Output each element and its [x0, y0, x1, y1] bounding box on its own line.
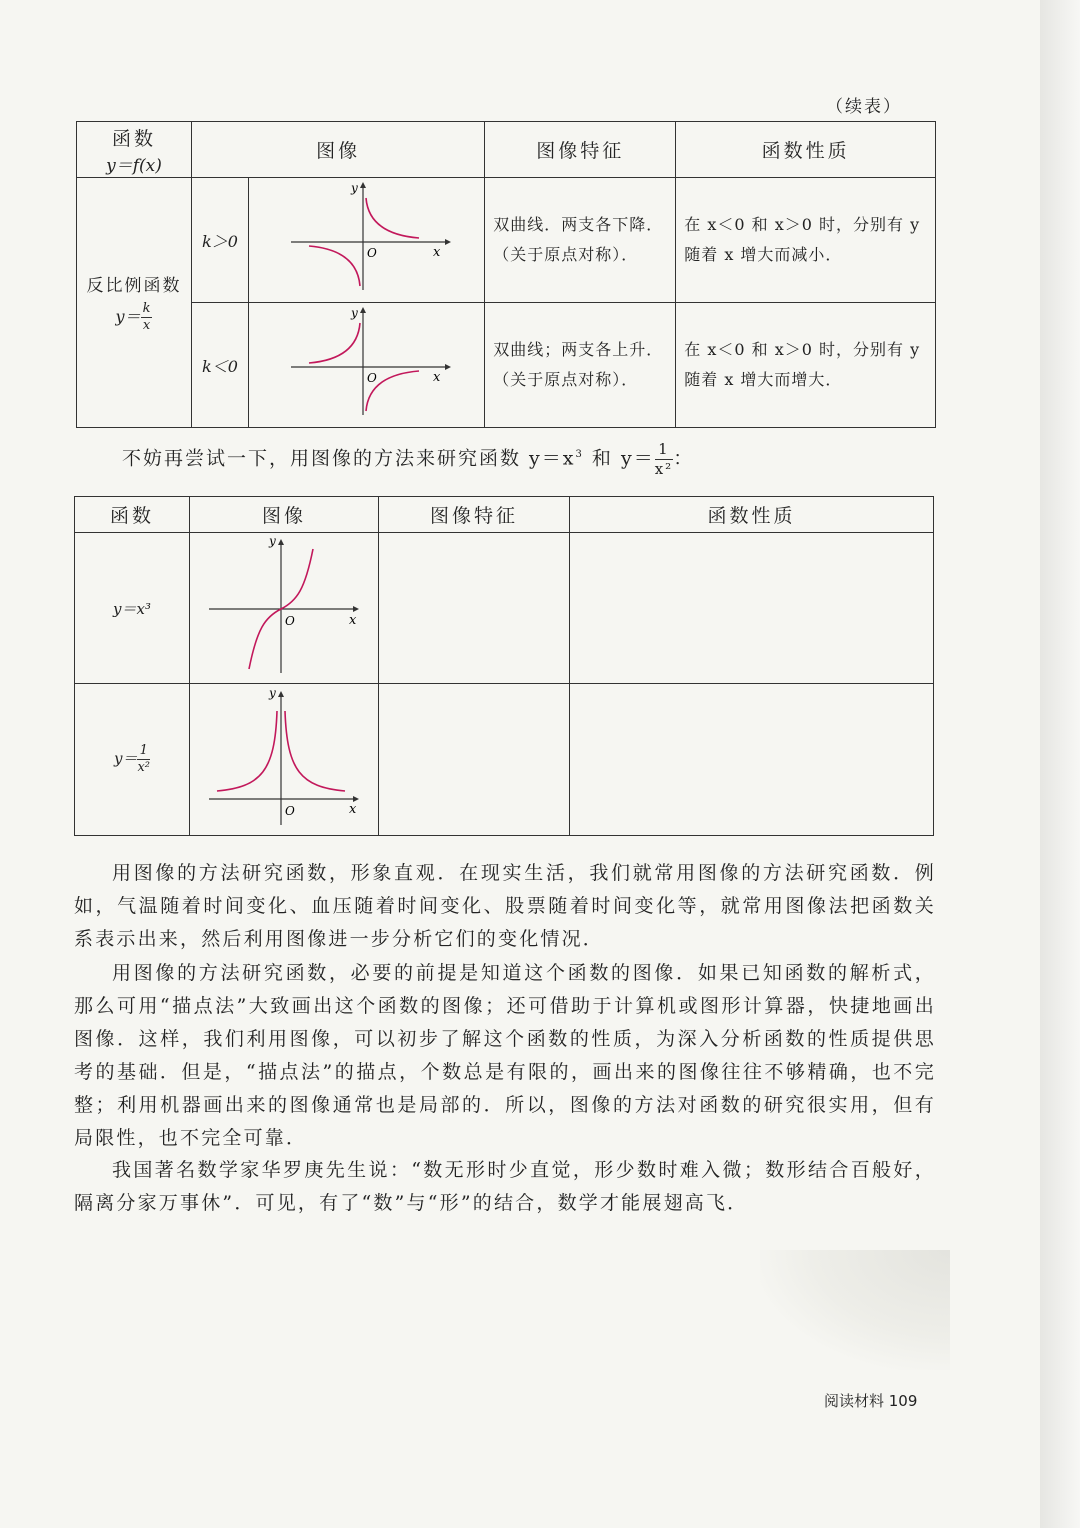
y-axis-arrow — [278, 691, 284, 697]
y-axis-label: y — [350, 181, 358, 195]
property-inverse-square-blank[interactable] — [570, 684, 934, 836]
property-line-1: 在 x＜0 和 x＞0 时，分别有 y — [684, 215, 921, 234]
formula-fraction — [137, 743, 150, 776]
curve-branch-q1 — [366, 198, 419, 238]
header-function-label: 函数 — [111, 127, 156, 150]
intro-text: 不妨再尝试一下，用图像的方法来研究函数 y＝x — [122, 447, 576, 470]
x-axis-label: x — [432, 245, 440, 260]
intro-end: ： — [673, 447, 695, 470]
feature-k-negative — [485, 303, 676, 428]
inverse-square-graph — [191, 685, 377, 831]
property-cubic-blank[interactable] — [570, 533, 934, 684]
condition-k-positive: k＞0 — [192, 178, 249, 303]
x-axis-arrow — [445, 364, 451, 370]
header-graph-features: 图像特征 — [485, 122, 676, 178]
graph-k-positive — [249, 178, 485, 303]
function-cubic: y＝x³ — [75, 533, 190, 684]
header-graph: 图像 — [190, 497, 379, 533]
formula-y: y＝ — [113, 749, 138, 768]
property-line-1: 在 x＜0 和 x＞0 时，分别有 y — [684, 340, 921, 359]
x-axis-label: x — [349, 613, 357, 628]
header-function-properties: 函数性质 — [570, 497, 934, 533]
graph-k-negative — [249, 303, 485, 428]
feature-line-1: 双曲线；两支各上升． — [493, 340, 664, 359]
cubic-graph — [191, 533, 377, 679]
condition-k-negative: k＜0 — [192, 303, 249, 428]
graph-inverse-square — [190, 684, 379, 836]
origin-label: O — [366, 246, 377, 260]
formula-y: y＝ — [115, 307, 141, 326]
intro-and: 和 y＝ — [583, 447, 655, 470]
intro-fraction-denominator: x² — [654, 460, 674, 478]
fraction-numerator: k — [142, 301, 151, 316]
paragraph-3: 我国著名数学家华罗庚先生说：“数无形时少直觉，形少数时难入微；数形结合百般好，隔离分家万事休”．可见，有了“数”与“形”的结合，数学才能展翅高飞． — [74, 1159, 936, 1214]
formula-fraction — [141, 301, 153, 334]
feature-line-2: （关于原点对称）． — [493, 370, 639, 389]
property-k-negative — [676, 303, 936, 428]
function-inverse-square — [75, 684, 190, 836]
intro-superscript: 3 — [575, 449, 584, 461]
header-graph-features: 图像特征 — [379, 497, 570, 533]
fraction-denominator: x² — [137, 760, 151, 775]
page-footer: 阅读材料 109 — [824, 1392, 918, 1410]
feature-inverse-square-blank[interactable] — [379, 684, 570, 836]
y-axis-arrow — [360, 182, 366, 188]
intro-fraction-numerator: 1 — [655, 440, 673, 460]
y-axis-arrow — [360, 307, 366, 313]
function-formula — [77, 301, 191, 334]
header-function-formula: y＝f(x) — [106, 155, 162, 176]
page-edge-shadow — [1040, 0, 1080, 1528]
inverse-proportion-table — [76, 121, 936, 428]
curve-right-branch — [285, 711, 345, 791]
x-axis-label: x — [349, 801, 357, 817]
property-line-2: 随着 x 增大而减小． — [684, 245, 843, 264]
feature-line-1: 双曲线．两支各下降． — [493, 215, 664, 234]
intro-fraction — [655, 440, 673, 479]
x-axis-arrow — [445, 239, 451, 245]
function-cell-inverse — [77, 178, 192, 428]
feature-k-positive — [485, 178, 676, 303]
intro-sentence — [122, 440, 694, 479]
origin-label: O — [285, 803, 295, 818]
fraction-denominator: x — [142, 318, 151, 333]
property-k-positive — [676, 178, 936, 303]
exercise-table — [74, 496, 934, 836]
hyperbola-increasing-graph — [253, 303, 481, 423]
continued-label: （续表） — [826, 97, 902, 117]
curve-left-branch — [217, 711, 277, 791]
page-corner-shade — [760, 1250, 950, 1370]
y-axis-label: y — [269, 685, 276, 700]
header-function-properties: 函数性质 — [676, 122, 936, 178]
function-name: 反比例函数 — [86, 276, 182, 296]
feature-cubic-blank[interactable] — [379, 533, 570, 684]
header-function: 函数 — [75, 497, 190, 533]
header-graph: 图像 — [192, 122, 485, 178]
curve-branch-q2 — [309, 323, 360, 363]
origin-label: O — [366, 371, 377, 385]
y-axis-arrow — [278, 539, 284, 545]
x-axis-label: x — [432, 370, 440, 385]
curve-branch-q3 — [309, 246, 360, 286]
paragraph-2: 用图像的方法研究函数，必要的前提是知道这个函数的图像．如果已知函数的解析式，那么可用“描点法”大致画出这个函数的图像；还可借助于计算机或图形计算器，快捷地画出图像．这样，我们利用图像，可以初步了解这个函数的性质，为深入分析函数的性质提供思考的基础．但是，“描点法”的描点，个数总是有限的，画出来的图像往往不够精确，也不完整；利用机器画出来的图像通常也是局部的．所以，图像的方法对函数的研究很实用，但有局限性，也不完全可靠． — [74, 962, 936, 1149]
y-axis-label: y — [269, 534, 276, 548]
header-function — [77, 122, 192, 178]
hyperbola-decreasing-graph — [253, 178, 481, 298]
feature-line-2: （关于原点对称）． — [493, 245, 639, 264]
graph-cubic — [190, 533, 379, 684]
origin-label: O — [285, 614, 295, 628]
paragraph-1: 用图像的方法研究函数，形象直观．在现实生活，我们就常用图像的方法研究函数．例如，气温随着时间变化、血压随着时间变化、股票随着时间变化等，就常用图像法把函数关系表示出来，然后利用图像进一步分析它们的变化情况． — [74, 862, 936, 950]
property-line-2: 随着 x 增大而增大． — [684, 370, 843, 389]
y-axis-label: y — [350, 306, 358, 320]
fraction-numerator: 1 — [137, 743, 150, 760]
x-axis-arrow — [353, 606, 359, 612]
